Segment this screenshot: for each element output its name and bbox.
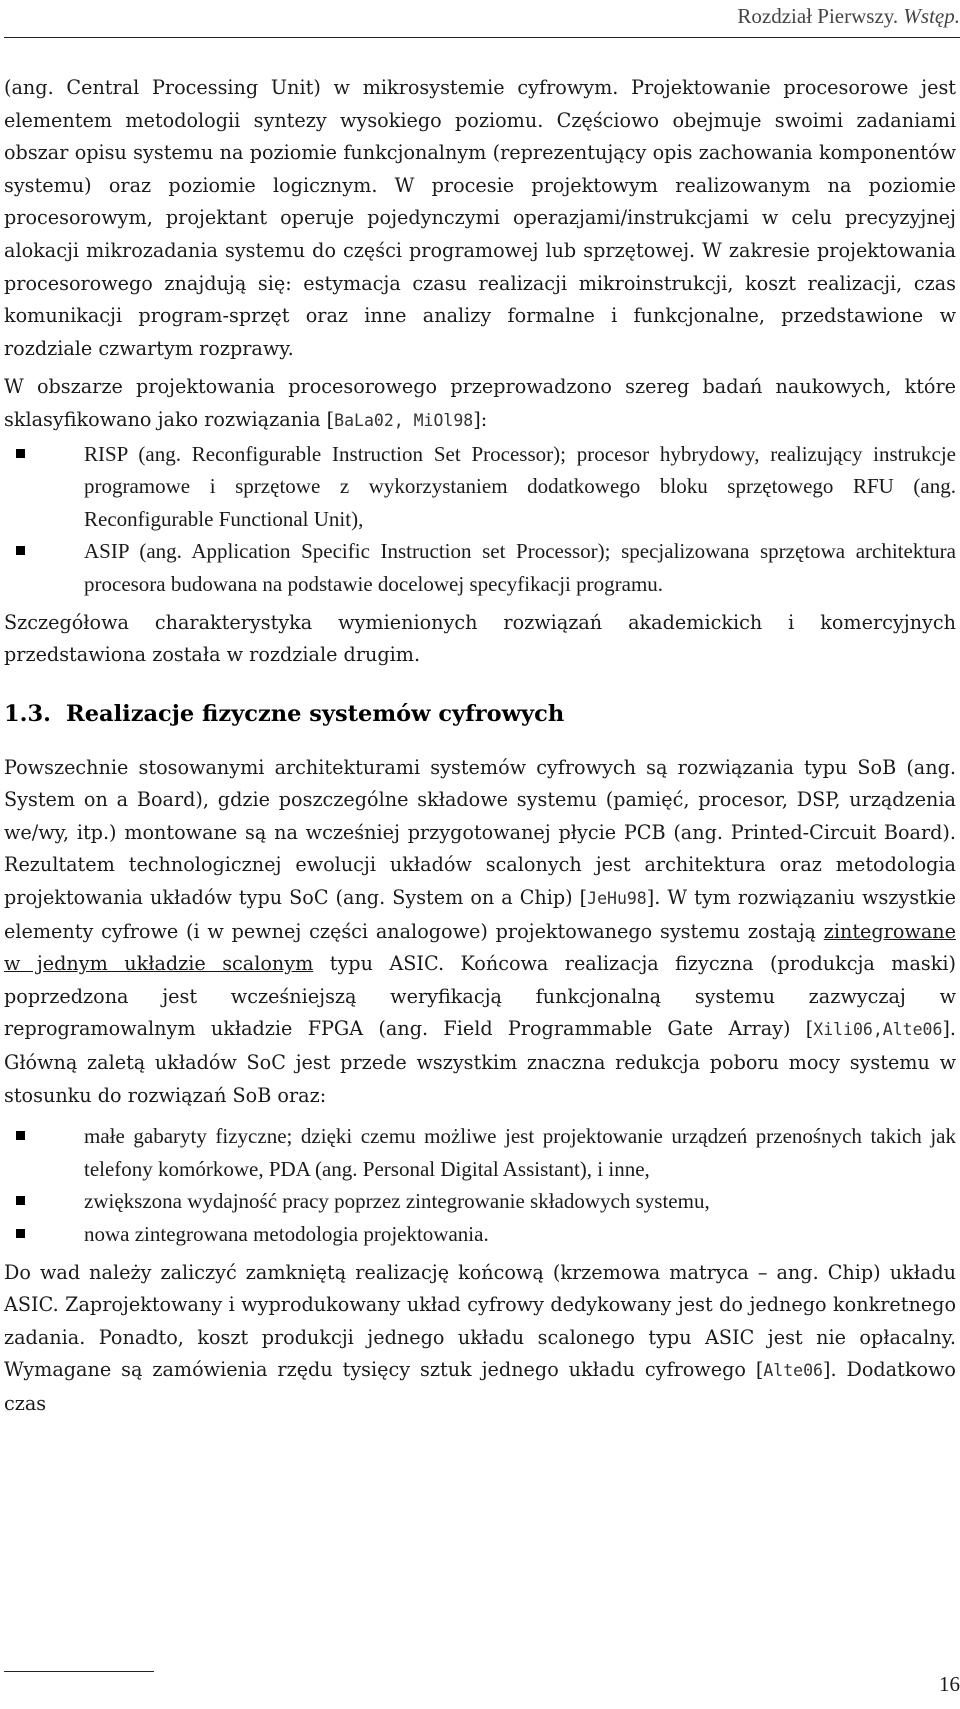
- citation: BaLa02, MiOl98: [334, 410, 474, 430]
- advantages-list: [4, 1120, 956, 1250]
- list-item: zwiększona wydajność pracy poprzez zintegrowanie składowych systemu,: [4, 1185, 956, 1218]
- list-item: małe gabaryty fizyczne; dzięki czemu możliwe jest projektowanie urządzeń przenośnych takich jak telefony komórkowe, PDA (ang. Personal Digital Assistant), i inne,: [4, 1120, 956, 1185]
- paragraph-disadvantages: Do wad należy zaliczyć zamkniętą realizację końcową (krzemowa matryca – ang. Chip) układu ASIC. Zaprojektowany i wyprodukowany układ cyfrowy dedykowany jest do jednego konkretnego zadania. Ponadto, koszt produkcji jednego układu scalonego typu ASIC jest nie opłacalny. Wymagane są zamówienia rzędu tysięcy sztuk jednego układu cyfrowego [Alte06]. Dodatkowo czas: [4, 1260, 956, 1415]
- page-body: [4, 72, 956, 1421]
- list-item: nowa zintegrowana metodologia projektowania.: [4, 1218, 956, 1251]
- footer-divider: [4, 1671, 154, 1672]
- section-number: 1.3.: [4, 700, 51, 727]
- running-header: [737, 4, 960, 29]
- list-item: RISP (ang. Reconfigurable Instruction Set Processor); procesor hybrydowy, realizujący instrukcje programowe i sprzętowe z wykorzystaniem dodatkowego bloku sprzętowego RFU (ang. Reconfigurable Functional Unit),: [4, 438, 956, 536]
- citation: Alte06: [763, 1361, 823, 1381]
- paragraph-chapter-reference: Szczegółowa charakterystyka wymienionych rozwiązań akademickich i komercyjnych przedstawiona została w rozdziale drugim.: [4, 610, 956, 667]
- header-divider: [4, 37, 960, 38]
- citation: Xili06,Alte06: [813, 1020, 943, 1040]
- citation: JeHu98: [587, 889, 647, 909]
- paragraph-research-solutions: W obszarze projektowania procesorowego przeprowadzono szereg badań naukowych, które sklasyfikowano jako rozwiązania [BaLa02, MiOl98]:: [4, 375, 956, 431]
- section-title: Realizacje fizyczne systemów cyfrowych: [66, 700, 565, 727]
- header-chapter: Rozdział Pierwszy.: [737, 4, 904, 28]
- list-item: ASIP (ang. Application Specific Instruction set Processor); specjalizowana sprzętowa architektura procesora budowana na podstawie docelowej specyfikacji programu.: [4, 535, 956, 600]
- header-section: Wstęp.: [903, 4, 960, 28]
- paragraph-sob-soc: Powszechnie stosowanymi architekturami systemów cyfrowych są rozwiązania typu SoB (ang. System on a Board), gdzie poszczególne składowe systemu (pamięć, procesor, DSP, urządzenia we/wy, itp.) montowane są na wcześniej przygotowanej płycie PCB (ang. Printed-Circuit Board). Rezultatem technologicznej ewolucji układów scalonych jest architektura oraz metodologia projektowania układów typu SoC (ang. System on a Chip) [JeHu98]. W tym rozwiązaniu wszystkie elementy cyfrowe (i w pewnej części analogowe) projektowanego systemu zostają zintegrowane w jednym układzie scalonym typu ASIC. Końcowa realizacja fizyczna (produkcja maski) poprzedzona jest wcześniejszą weryfikacją funkcjonalną systemu zazwyczaj w reprogramowalnym układzie FPGA (ang. Field Programmable Gate Array) [Xili06,Alte06]. Główną zaletą układów SoC jest przede wszystkim znaczna redukcja poboru mocy systemu w stosunku do rozwiązań SoB oraz:: [4, 755, 956, 1107]
- section-heading: [4, 698, 956, 730]
- solutions-list: [4, 438, 956, 601]
- underlined-phrase: zintegrowane w jednym układzie scalonym: [4, 919, 956, 976]
- paragraph-processor-design: (ang. Central Processing Unit) w mikrosystemie cyfrowym. Projektowanie procesorowe jest elementem metodologii syntezy wysokiego poziomu. Częściowo obejmuje swoimi zadaniami obszar opisu systemu na poziomie funkcjonalnym (reprezentujący opis zachowania komponentów systemu) oraz poziomie logicznym. W procesie projektowym realizowanym na poziomie procesorowym, projektant operuje pojedynczymi operazjami/instrukcjami w celu precyzyjnej alokacji mikrozadania systemu do części programowej lub sprzętowej. W zakresie projektowania procesorowego znajdują się: estymacja czasu realizacji mikroinstrukcji, koszt realizacji, czas komunikacji program-sprzęt oraz inne analizy formalne i funkcjonalne, przedstawione w rozdziale czwartym rozprawy.: [4, 76, 956, 360]
- page-number: 16: [939, 1672, 960, 1696]
